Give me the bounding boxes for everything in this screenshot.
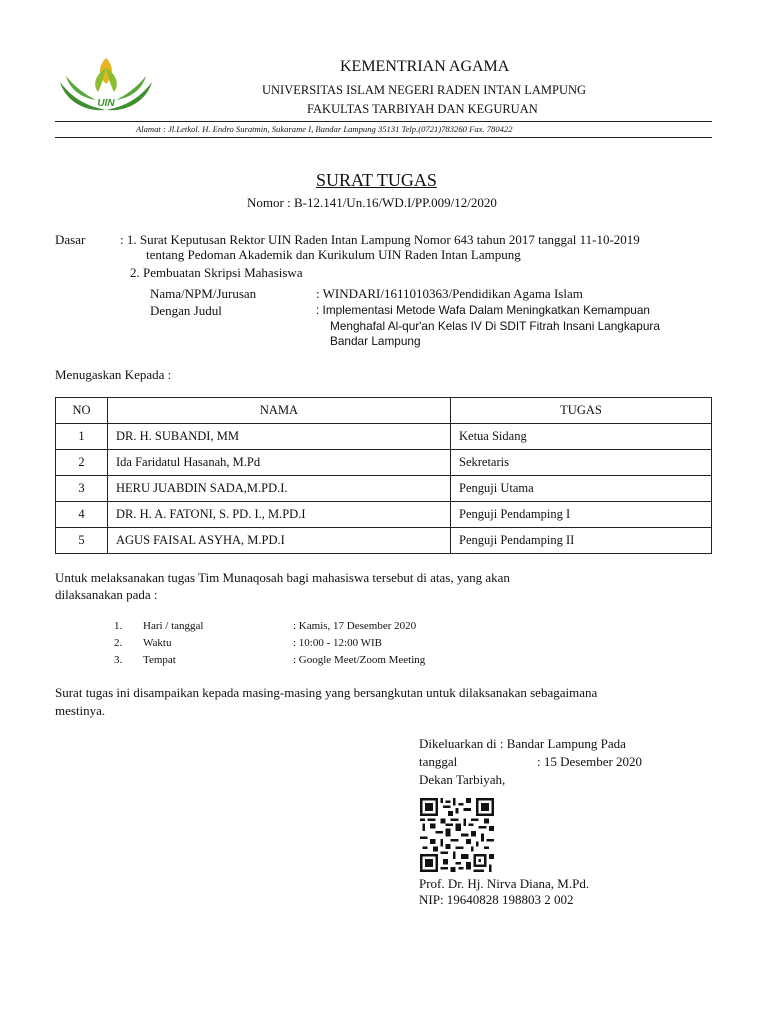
header-no: NO bbox=[56, 398, 108, 424]
table-header-row bbox=[56, 398, 712, 424]
dasar-label: Dasar bbox=[55, 232, 86, 247]
row-no: 5 bbox=[56, 528, 108, 554]
execution-line-2: dilaksanakan pada : bbox=[55, 587, 158, 602]
address-line: Alamat : Jl.Letkol. H. Endro Suratmin, Sukarame I, Bandar Lampung 35131 Telp.(0721)783260 Fax. 780422 bbox=[136, 124, 513, 134]
schedule-label: Hari / tanggal bbox=[143, 620, 204, 632]
table-row bbox=[56, 476, 712, 502]
assign-intro: Menugaskan Kepada : bbox=[55, 367, 172, 382]
row-tugas: Sekretaris bbox=[451, 450, 712, 476]
issued-at: Dikeluarkan di : Bandar Lampung Pada bbox=[419, 736, 626, 751]
schedule-value: : Kamis, 17 Desember 2020 bbox=[293, 620, 417, 632]
row-tugas: Penguji Pendamping II bbox=[451, 528, 712, 554]
thesis-title-line-1: : Implementasi Metode Wafa Dalam Meningkatkan Kemampuan bbox=[316, 303, 650, 317]
row-tugas: Penguji Utama bbox=[451, 476, 712, 502]
row-no: 3 bbox=[56, 476, 108, 502]
dasar-item-1: : 1. Surat Keputusan Rektor UIN Raden Intan Lampung Nomor 643 tahun 2017 tanggal 11-10-2019 bbox=[120, 232, 640, 247]
table-row bbox=[56, 528, 712, 554]
schedule-num: 1. bbox=[114, 620, 123, 632]
university-name: UNIVERSITAS ISLAM NEGERI RADEN INTAN LAMPUNG bbox=[262, 83, 587, 97]
row-no: 2 bbox=[56, 450, 108, 476]
dasar-item-2: 2. Pembuatan Skripsi Mahasiswa bbox=[130, 265, 303, 280]
schedule-num: 2. bbox=[114, 637, 123, 649]
letter-title: SURAT TUGAS bbox=[316, 170, 437, 190]
row-no: 1 bbox=[56, 424, 108, 450]
ministry-title: KEMENTRIAN AGAMA bbox=[340, 58, 510, 75]
schedule-label: Tempat bbox=[143, 654, 176, 666]
signer-position: Dekan Tarbiyah, bbox=[419, 772, 506, 787]
row-tugas: Ketua Sidang bbox=[451, 424, 712, 450]
student-label: Nama/NPM/Jurusan bbox=[150, 286, 257, 301]
issued-date-label: tanggal bbox=[419, 754, 458, 769]
row-nama: HERU JUABDIN SADA,M.PD.I. bbox=[108, 476, 451, 502]
schedule-label: Waktu bbox=[143, 637, 172, 649]
row-nama: Ida Faridatul Hasanah, M.Pd bbox=[108, 450, 451, 476]
faculty-name: FAKULTAS TARBIYAH DAN KEGURUAN bbox=[307, 102, 538, 116]
schedule-value: : 10:00 - 12:00 WIB bbox=[293, 637, 383, 649]
header-nama: NAMA bbox=[108, 398, 451, 424]
thesis-title-label: Dengan Judul bbox=[150, 303, 222, 318]
svg-text:UIN: UIN bbox=[97, 98, 115, 109]
signer-nip: NIP: 19640828 198803 2 002 bbox=[419, 892, 574, 907]
header-tugas: TUGAS bbox=[451, 398, 712, 424]
header-divider-bottom bbox=[55, 137, 712, 138]
uin-logo bbox=[56, 54, 156, 116]
table-row bbox=[56, 502, 712, 528]
student-value: : WINDARI/1611010363/Pendidikan Agama Islam bbox=[316, 286, 583, 301]
thesis-title-line-2: Menghafal Al-qur'an Kelas IV Di SDIT Fitrah Insani Langkapura bbox=[330, 319, 660, 333]
row-nama: DR. H. SUBANDI, MM bbox=[108, 424, 451, 450]
dasar-item-1-cont: tentang Pedoman Akademik dan Kurikulum UIN Raden Intan Lampung bbox=[146, 247, 521, 262]
row-no: 4 bbox=[56, 502, 108, 528]
row-nama: DR. H. A. FATONI, S. PD. I., M.PD.I bbox=[108, 502, 451, 528]
table-row bbox=[56, 424, 712, 450]
signer-name: Prof. Dr. Hj. Nirva Diana, M.Pd. bbox=[419, 876, 590, 891]
issued-date-value: : 15 Desember 2020 bbox=[537, 754, 643, 769]
table-row bbox=[56, 450, 712, 476]
schedule-num: 3. bbox=[114, 654, 123, 666]
row-nama: AGUS FAISAL ASYHA, M.PD.I bbox=[108, 528, 451, 554]
letter-number: Nomor : B-12.141/Un.16/WD.I/PP.009/12/2020 bbox=[247, 195, 497, 210]
schedule-value: : Google Meet/Zoom Meeting bbox=[293, 654, 426, 666]
assignment-table bbox=[55, 397, 712, 554]
closing-line-2: mestinya. bbox=[55, 703, 106, 718]
closing-line-1: Surat tugas ini disampaikan kepada masing-masing yang bersangkutan untuk dilaksanakan sebagaimana bbox=[55, 685, 598, 700]
execution-line-1: Untuk melaksanakan tugas Tim Munaqosah bagi mahasiswa tersebut di atas, yang akan bbox=[55, 570, 510, 585]
qr-code-icon bbox=[420, 798, 494, 872]
row-tugas: Penguji Pendamping I bbox=[451, 502, 712, 528]
header-divider-top bbox=[55, 121, 712, 122]
thesis-title-line-3: Bandar Lampung bbox=[330, 334, 421, 348]
